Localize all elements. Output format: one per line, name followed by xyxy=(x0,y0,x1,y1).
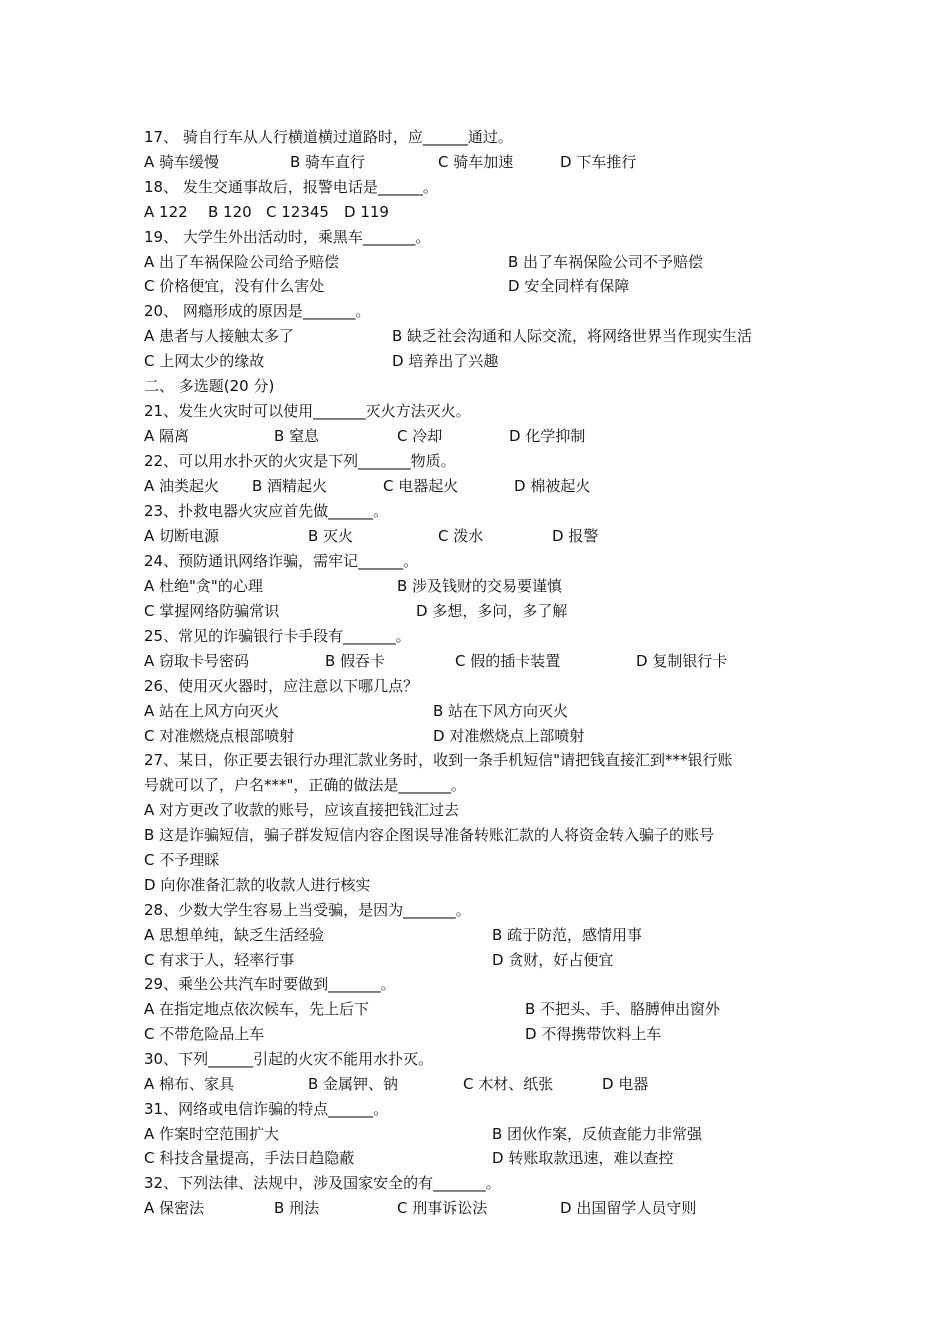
question-18: 18、 发生交通事故后，报警电话是______。 xyxy=(144,178,438,196)
option-a: A 隔离 xyxy=(144,427,190,445)
option-b: B 刑法 xyxy=(274,1199,320,1217)
option-c: C 骑车加速 xyxy=(438,153,514,171)
option-b: B 站在下风方向灭火 xyxy=(433,702,569,720)
option-b: B 假吞卡 xyxy=(325,652,386,670)
option-a: A 窃取卡号密码 xyxy=(144,652,250,670)
option-b: B 缺乏社会沟通和人际交流，将网络世界当作现实生活 xyxy=(392,327,753,345)
question-17: 17、 骑自行车从人行横道横过道路时，应______通过。 xyxy=(144,128,513,146)
option-c: C 刑事诉讼法 xyxy=(397,1199,488,1217)
question-27-line1: 27、某日，你正要去银行办理汇款业务时，收到一条手机短信"请把钱直接汇到***银行账 xyxy=(144,751,733,769)
question-32: 32、下列法律、法规中，涉及国家安全的有_______。 xyxy=(144,1174,501,1192)
option-d: D 报警 xyxy=(552,527,599,545)
option-a: A 出了车祸保险公司给予赔偿 xyxy=(144,253,340,271)
option-b: B 不把头、手、胳膊伸出窗外 xyxy=(525,1000,721,1018)
question-30: 30、下列______引起的火灾不能用水扑灭。 xyxy=(144,1050,434,1068)
question-26: 26、使用灭火器时，应注意以下哪几点？ xyxy=(144,677,419,695)
question-22: 22、可以用水扑灭的火灾是下列_______物质。 xyxy=(144,452,456,470)
question-28: 28、少数大学生容易上当受骗，是因为_______。 xyxy=(144,901,471,919)
option-b: B 金属钾、钠 xyxy=(308,1075,399,1093)
option-b: B 窒息 xyxy=(274,427,320,445)
question-23: 23、扑救电器火灾应首先做______。 xyxy=(144,502,389,520)
option-b: B 疏于防范，感情用事 xyxy=(492,926,643,944)
option-d: D 培养出了兴趣 xyxy=(392,352,499,370)
option-c: C 木材、纸张 xyxy=(463,1075,554,1093)
option-a: A 作案时空范围扩大 xyxy=(144,1125,280,1143)
option-a: A 站在上风方向灭火 xyxy=(144,702,280,720)
option-27-a: A 对方更改了收款的账号，应该直接把钱汇过去 xyxy=(144,801,460,819)
option-b: B 涉及钱财的交易要谨慎 xyxy=(397,577,563,595)
option-d: D 电器 xyxy=(602,1075,649,1093)
option-c: C 科技含量提高，手法日趋隐蔽 xyxy=(144,1149,355,1167)
option-c: C 不带危险品上车 xyxy=(144,1025,265,1043)
option-d: D 安全同样有保障 xyxy=(508,277,630,295)
option-d: D 复制银行卡 xyxy=(636,652,728,670)
question-19: 19、 大学生外出活动时，乘黑车_______。 xyxy=(144,228,431,246)
option-c: C 价格便宜，没有什么害处 xyxy=(144,277,325,295)
question-29: 29、乘坐公共汽车时要做到_______。 xyxy=(144,975,396,993)
option-d: D 出国留学人员守则 xyxy=(560,1199,697,1217)
option-b: B 120 xyxy=(208,203,252,221)
question-25: 25、常见的诈骗银行卡手段有_______。 xyxy=(144,627,411,645)
option-a: A 骑车缓慢 xyxy=(144,153,220,171)
option-b: B 酒精起火 xyxy=(252,477,328,495)
option-27-b: B 这是诈骗短信，骗子群发短信内容企图误导准备转账汇款的人将资金转入骗子的账号 xyxy=(144,826,715,844)
option-b: B 团伙作案，反侦查能力非常强 xyxy=(492,1125,703,1143)
option-a: A 保密法 xyxy=(144,1199,205,1217)
section-heading: 二、 多选题(20 分) xyxy=(144,377,275,395)
option-d: D 多想，多问，多了解 xyxy=(416,602,568,620)
option-a: A 在指定地点依次候车，先上后下 xyxy=(144,1000,370,1018)
option-27-d: D 向你准备汇款的收款人进行核实 xyxy=(144,876,371,894)
option-a: A 棉布、家具 xyxy=(144,1075,235,1093)
option-c: C 12345 xyxy=(266,203,329,221)
option-a: A 患者与人接触太多了 xyxy=(144,327,295,345)
option-d: D 棉被起火 xyxy=(514,477,591,495)
option-d: D 转账取款迅速，难以查控 xyxy=(492,1149,674,1167)
option-c: C 冷却 xyxy=(397,427,443,445)
option-b: B 出了车祸保险公司不予赔偿 xyxy=(508,253,704,271)
option-d: D 对准燃烧点上部喷射 xyxy=(433,727,585,745)
option-c: C 掌握网络防骗常识 xyxy=(144,602,280,620)
option-d: D 化学抑制 xyxy=(509,427,586,445)
option-d: D 贪财，好占便宜 xyxy=(492,951,614,969)
option-a: A 油类起火 xyxy=(144,477,220,495)
question-24: 24、预防通讯网络诈骗，需牢记______。 xyxy=(144,552,419,570)
option-c: C 电器起火 xyxy=(383,477,459,495)
option-c: C 有求于人，轻率行事 xyxy=(144,951,295,969)
option-b: B 灭火 xyxy=(308,527,354,545)
option-c: C 对准燃烧点根部喷射 xyxy=(144,727,295,745)
option-a: A 切断电源 xyxy=(144,527,220,545)
question-31: 31、网络或电信诈骗的特点______。 xyxy=(144,1100,389,1118)
option-c: C 上网太少的缘故 xyxy=(144,352,265,370)
option-a: A 思想单纯，缺乏生活经验 xyxy=(144,926,325,944)
option-d: D 不得携带饮料上车 xyxy=(525,1025,662,1043)
option-c: C 泼水 xyxy=(438,527,484,545)
option-a: A 122 xyxy=(144,203,188,221)
option-b: B 骑车直行 xyxy=(290,153,366,171)
question-20: 20、 网瘾形成的原因是_______。 xyxy=(144,302,371,320)
option-27-c: C 不予理睬 xyxy=(144,851,220,869)
option-d: D 下车推行 xyxy=(560,153,637,171)
option-c: C 假的插卡装置 xyxy=(455,652,561,670)
question-21: 21、发生火灾时可以使用_______灭火方法灭火。 xyxy=(144,402,471,420)
option-d: D 119 xyxy=(344,203,389,221)
option-a: A 杜绝"贪"的心理 xyxy=(144,577,263,595)
question-27-line2: 号就可以了，户名***"，正确的做法是_______。 xyxy=(144,776,466,794)
